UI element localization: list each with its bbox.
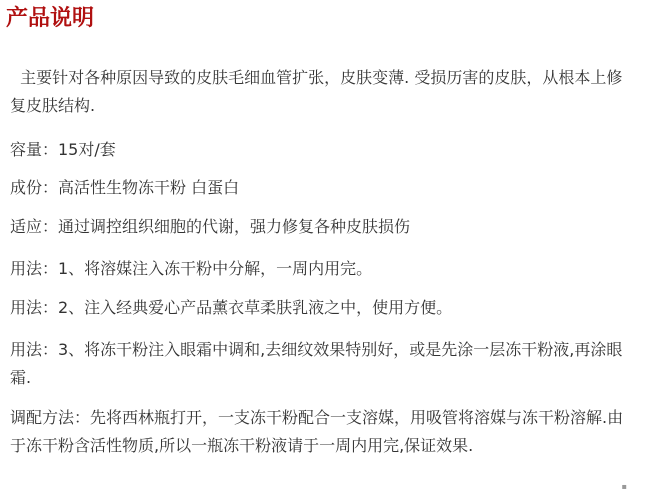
intro-paragraph: 主要针对各种原因导致的皮肤毛细血管扩张，皮肤变薄. 受损历害的皮肤，从根本上修复皮肤结构.: [10, 68, 623, 115]
usage-line-1: 用法：1、将溶媒注入冻干粉中分解，一周内用完。: [10, 259, 373, 278]
usage-line-2: 用法：2、注入经典爱心产品薰衣草柔肤乳液之中，使用方便。: [10, 298, 453, 317]
indication-line: 适应：通过调控组织细胞的代谢，强力修复各种皮肤损伤: [10, 217, 411, 236]
preparation-method-paragraph: 调配方法：先将西林瓶打开，一支冻干粉配合一支溶媒，用吸管将溶媒与冻干粉溶解.由于冻干粉含活性物质,所以一瓶冻干粉液请于一周内用完,保证效果.: [10, 408, 624, 455]
page-title: 产品说明: [6, 6, 95, 31]
usage-line-3: 用法：3、将冻干粉注入眼霜中调和,去细纹效果特别好，或是先涂一层冻干粉液,再涂眼霜.: [10, 340, 623, 387]
corner-mark: ▪: [621, 482, 627, 491]
capacity-line: 容量：15对/套: [10, 140, 116, 159]
ingredients-line: 成份：高活性生物冻干粉 白蛋白: [10, 178, 240, 197]
